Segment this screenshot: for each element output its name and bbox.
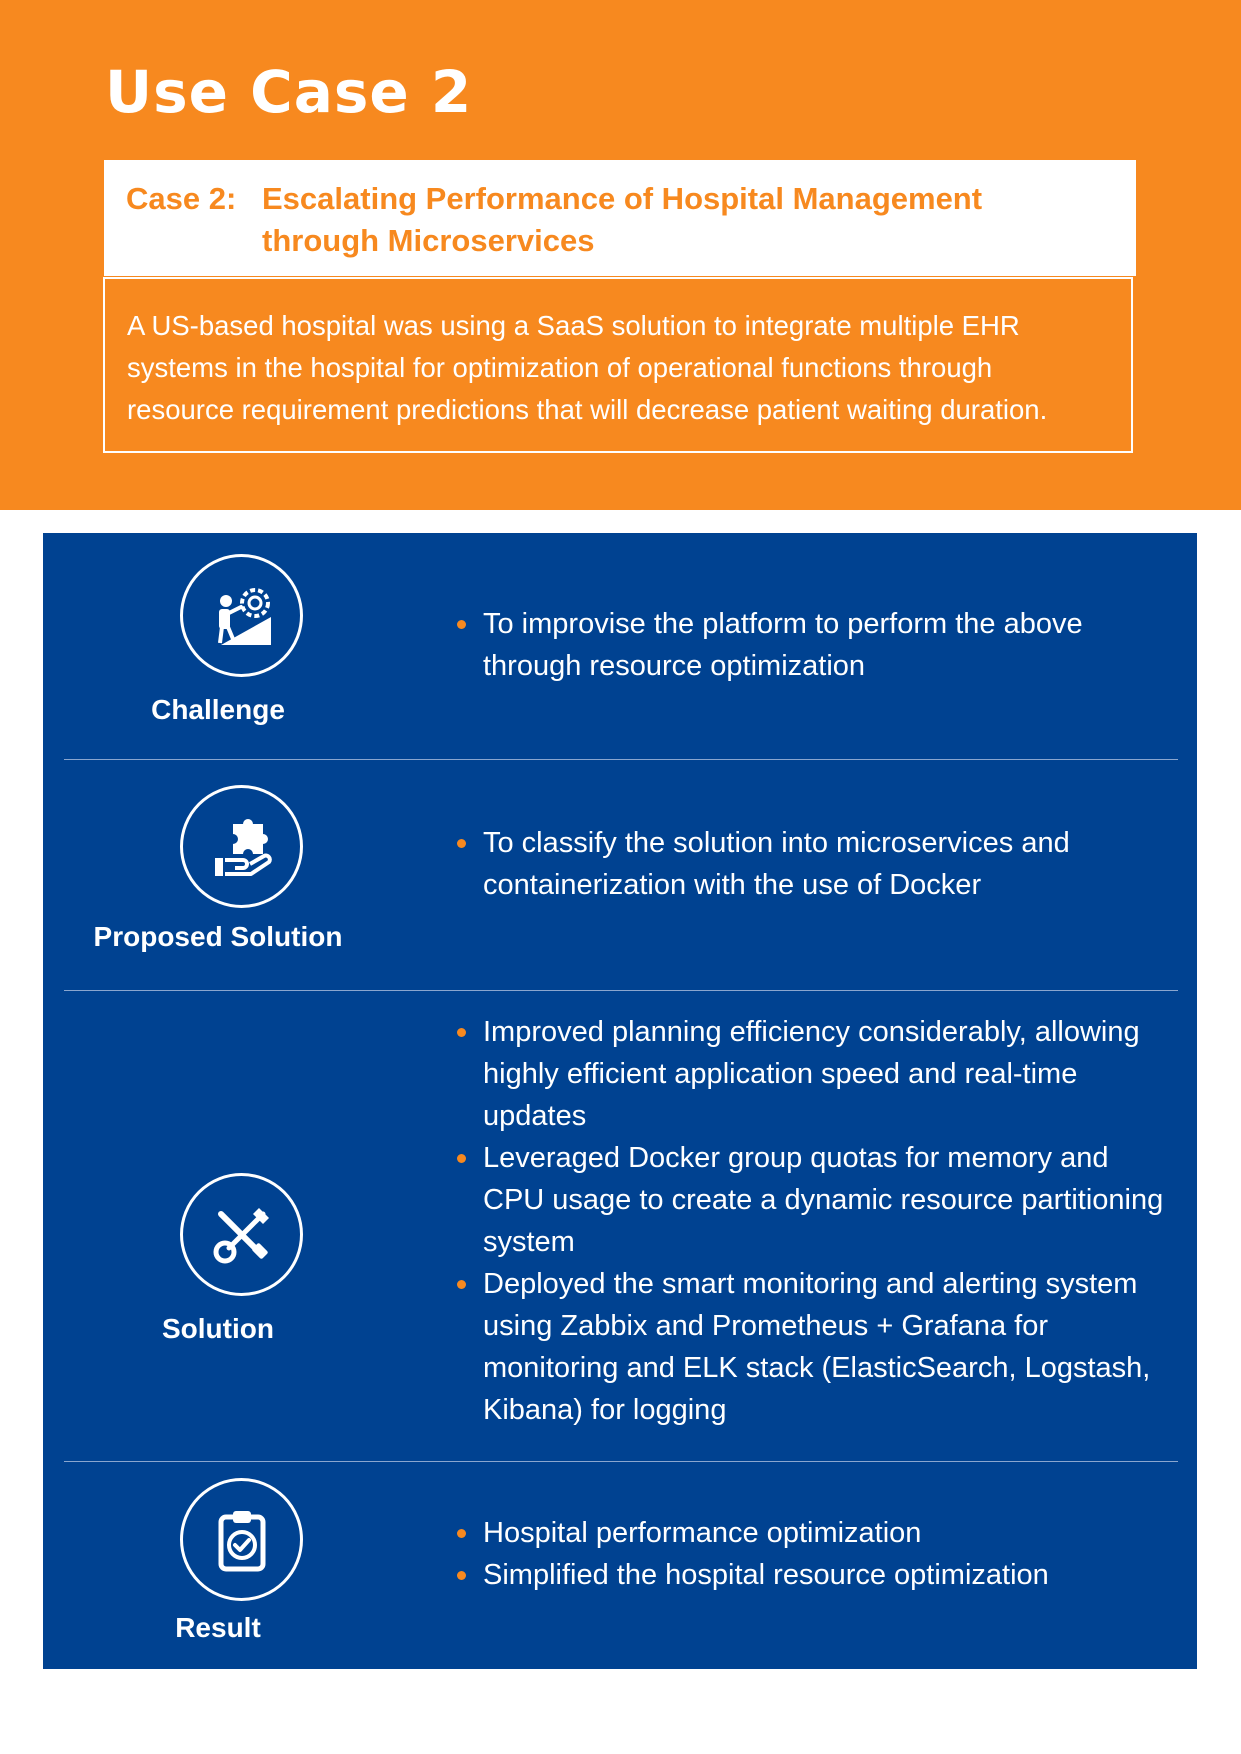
bullet-item: To classify the solution into microservices and containerization with the use of Docker xyxy=(453,822,1173,906)
section-bullets xyxy=(453,603,1173,687)
bullet-dot xyxy=(457,1280,466,1289)
bullet-dot xyxy=(457,1028,466,1037)
climbing-gear-icon xyxy=(180,554,303,677)
use-case-panel xyxy=(43,533,1197,1669)
case-description-line: systems in the hospital for optimization of operational functions through xyxy=(127,352,993,383)
section-label: Solution xyxy=(162,1313,274,1344)
section-label: Result xyxy=(175,1612,261,1643)
puzzle-hand-icon xyxy=(180,785,303,908)
section-bullets xyxy=(453,822,1173,906)
section-challenge xyxy=(43,533,1197,758)
case-heading: Escalating Performance of Hospital Management through Microservices xyxy=(262,181,983,258)
bullet-dot xyxy=(457,1571,466,1580)
section-label: Challenge xyxy=(151,694,285,725)
bullet-dot xyxy=(457,620,466,629)
bullet-item: Improved planning efficiency considerably, allowing highly efficient application speed and real-time updates xyxy=(453,1011,1173,1137)
case-description xyxy=(127,305,1127,431)
bullet-item: Simplified the hospital resource optimization xyxy=(453,1554,1173,1596)
section-solution xyxy=(43,991,1197,1461)
header-banner xyxy=(0,0,1241,510)
bullet-item: To improvise the platform to perform the above through resource optimization xyxy=(453,603,1173,687)
case-prefix: Case 2: xyxy=(126,181,237,216)
section-bullets xyxy=(453,1011,1173,1431)
section-bullets xyxy=(453,1512,1173,1596)
section-proposed-solution xyxy=(43,760,1197,990)
section-result xyxy=(43,1462,1197,1669)
bullet-item: Hospital performance optimization xyxy=(453,1512,1173,1554)
case-description-line: A US-based hospital was using a SaaS solution to integrate multiple EHR xyxy=(127,310,1020,341)
case-description-line: resource requirement predictions that will decrease patient waiting duration. xyxy=(127,394,1048,425)
tools-icon xyxy=(180,1173,303,1296)
case-description-box xyxy=(103,277,1133,453)
bullet-dot xyxy=(457,1154,466,1163)
page-title: Use Case 2 xyxy=(105,58,473,126)
case-title-box xyxy=(104,160,1136,276)
bullet-dot xyxy=(457,1529,466,1538)
bullet-item: Deployed the smart monitoring and alerting system using Zabbix and Prometheus + Grafana for monitoring and ELK stack (ElasticSearch, Logstash, Kibana) for logging xyxy=(453,1263,1173,1431)
clipboard-check-icon xyxy=(180,1478,303,1601)
bullet-item: Leveraged Docker group quotas for memory and CPU usage to create a dynamic resource partitioning system xyxy=(453,1137,1173,1263)
bullet-dot xyxy=(457,839,466,848)
section-label: Proposed Solution xyxy=(93,921,343,952)
